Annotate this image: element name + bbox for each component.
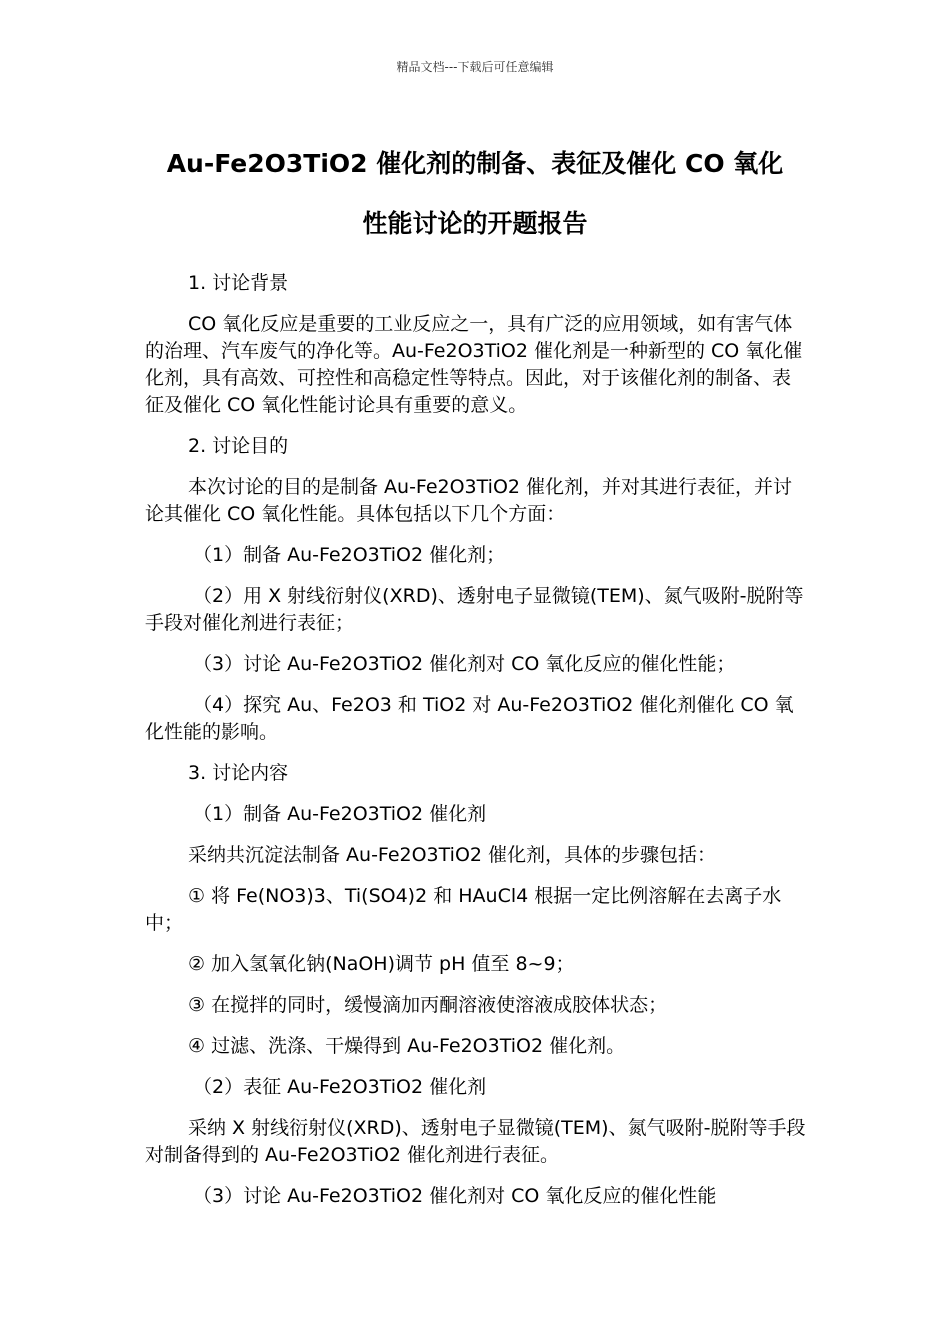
step-1: ① 将 Fe(NO3)3、Ti(SO4)2 和 HAuCl4 根据一定比例溶解在去离子水中； <box>145 885 782 934</box>
paragraph-purpose: 本次讨论的目的是制备 Au-Fe2O3TiO2 催化剂，并对其进行表征，并讨论其催化 CO 氧化性能。具体包括以下几个方面： <box>145 476 793 525</box>
section-heading-background: 1. 讨论背景 <box>188 272 289 294</box>
paragraph-background: CO 氧化反应是重要的工业反应之一，具有广泛的应用领域，如有害气体的治理、汽车废气的净化等。Au-Fe2O3TiO2 催化剂是一种新型的 CO 氧化催化剂，具有高效、可控性和高稳定性等特点。因此，对于该催化剂的制备、表征及催化 CO 氧化性能讨论具有重要的意义。 <box>145 313 803 416</box>
section-heading-purpose: 2. 讨论目的 <box>188 435 289 457</box>
step-2: ② 加入氢氧化钠(NaOH)调节 pH 值至 8~9； <box>188 953 575 975</box>
content-subheading-2: （2）表征 Au-Fe2O3TiO2 催化剂 <box>193 1076 487 1098</box>
title-line-2: 性能讨论的开题报告 <box>362 209 588 238</box>
content-subheading-3: （3）讨论 Au-Fe2O3TiO2 催化剂对 CO 氧化反应的催化性能 <box>193 1185 717 1207</box>
step-4: ④ 过滤、洗涤、干燥得到 Au-Fe2O3TiO2 催化剂。 <box>188 1035 626 1057</box>
section-heading-content: 3. 讨论内容 <box>188 762 289 784</box>
purpose-item-2: （2）用 X 射线衍射仪(XRD)、透射电子显微镜(TEM)、氮气吸附-脱附等手段对催化剂进行表征； <box>145 585 804 634</box>
document-title <box>120 134 830 254</box>
purpose-item-1: （1）制备 Au-Fe2O3TiO2 催化剂； <box>193 544 506 566</box>
purpose-item-3: （3）讨论 Au-Fe2O3TiO2 催化剂对 CO 氧化反应的催化性能； <box>193 653 736 675</box>
content-subheading-1: （1）制备 Au-Fe2O3TiO2 催化剂 <box>193 803 487 825</box>
paragraph-characterization: 采纳 X 射线衍射仪(XRD)、透射电子显微镜(TEM)、氮气吸附-脱附等手段对制备得到的 Au-Fe2O3TiO2 催化剂进行表征。 <box>145 1117 806 1166</box>
title-line-1: Au-Fe2O3TiO2 催化剂的制备、表征及催化 CO 氧化 <box>166 149 784 178</box>
document-body <box>145 270 807 1210</box>
paragraph-method: 采纳共沉淀法制备 Au-Fe2O3TiO2 催化剂，具体的步骤包括： <box>188 844 717 866</box>
purpose-item-4: （4）探究 Au、Fe2O3 和 TiO2 对 Au-Fe2O3TiO2 催化剂催化 CO 氧化性能的影响。 <box>145 694 794 743</box>
step-3: ③ 在搅拌的同时，缓慢滴加丙酮溶液使溶液成胶体状态； <box>188 994 668 1016</box>
header-watermark: 精品文档---下载后可任意编辑 <box>396 60 554 74</box>
